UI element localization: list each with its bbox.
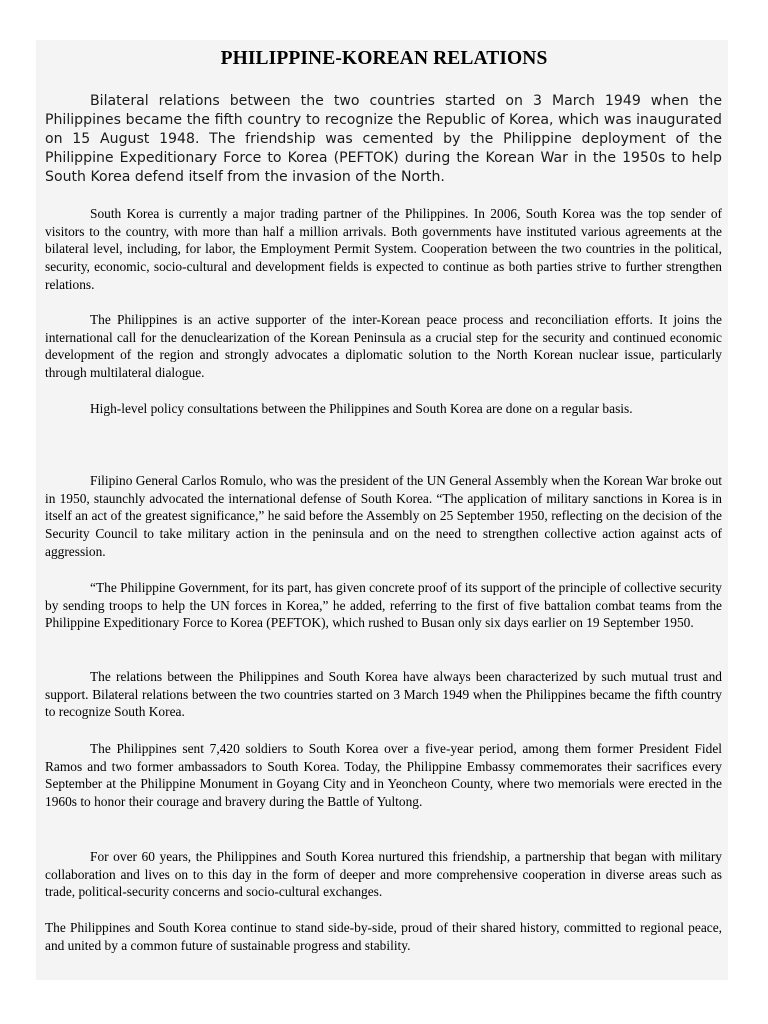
paragraph-peace-process: The Philippines is an active supporter of the inter-Korean peace process and reconciliation efforts. It joins the international call for the denuclearization of the Korean Peninsula as a crucial step for the security and continued economic development of the region and strongly advocates a diplomatic solution to the North Korean nuclear issue, particularly through multilateral dialogue. — [45, 312, 722, 381]
intro-paragraph: Bilateral relations between the two countries started on 3 March 1949 when the Philippines became the fifth country to recognize the Republic of Korea, which was inaugurated on 15 August 1948. The friendship was cemented by the Philippine deployment of the Philippine Expeditionary Force to Korea (PEFTOK) during the Korean War in the 1950s to help South Korea defend itself from the invasion of the North. — [45, 93, 722, 186]
paragraph-romulo: Filipino General Carlos Romulo, who was the president of the UN General Assembly when the Korean War broke out in 1950, staunchly advocated the international defense of South Korea. “The application of military sanctions in Korea is in itself an act of the greatest significance,” he said before the Assembly on 25 September 1950, reflecting on the decision of the Security Council to take military action in the peninsula and on the need to strengthen collective action against acts of aggression. — [45, 473, 722, 559]
paragraph-friendship: For over 60 years, the Philippines and South Korea nurtured this friendship, a partnership that began with military collaboration and lives on to this day in the form of deeper and more comprehensive cooperation in diverse areas such as trade, political-security concerns and socio-cultural exchanges. — [45, 849, 722, 900]
paragraph-policy-consultations: High-level policy consultations between the Philippines and South Korea are done on a regular basis. — [90, 401, 633, 416]
paragraph-soldiers: The Philippines sent 7,420 soldiers to South Korea over a five-year period, among them former President Fidel Ramos and two former ambassadors to South Korea. Today, the Philippine Embassy commemorates their sacrifices every September at the Philippine Monument in Goyang City and in Yeoncheon County, where two memorials were erected in the 1960s to honor their courage and bravery during the Battle of Yultong. — [45, 741, 722, 810]
paragraph-mutual-trust: The relations between the Philippines and South Korea have always been characterized by such mutual trust and support. Bilateral relations between the two countries started on 3 March 1949 when the Philippines became the fifth country to recognize South Korea. — [45, 669, 722, 720]
paragraph-government-support: “The Philippine Government, for its part, has given concrete proof of its support of the principle of collective security by sending troops to help the UN forces in Korea,” he added, referring to the first of five battalion combat teams from the Philippine Expeditionary Force to Korea (PEFTOK), which rushed to Busan only six days earlier on 19 September 1950. — [45, 580, 722, 631]
document-title: PHILIPPINE-KOREAN RELATIONS — [220, 48, 548, 69]
paragraph-trade-partner: South Korea is currently a major trading partner of the Philippines. In 2006, South Korea was the top sender of visitors to the country, with more than half a million arrivals. Both governments have instituted various agreements at the bilateral level, including, for labor, the Employment Permit System. Cooperation between the two countries in the political, security, economic, socio-cultural and development fields is expected to continue as both parties strive to further strengthen relations. — [45, 206, 722, 292]
paragraph-conclusion: The Philippines and South Korea continue to stand side-by-side, proud of their shared history, committed to regional peace, and united by a common future of sustainable progress and stability. — [45, 920, 722, 953]
